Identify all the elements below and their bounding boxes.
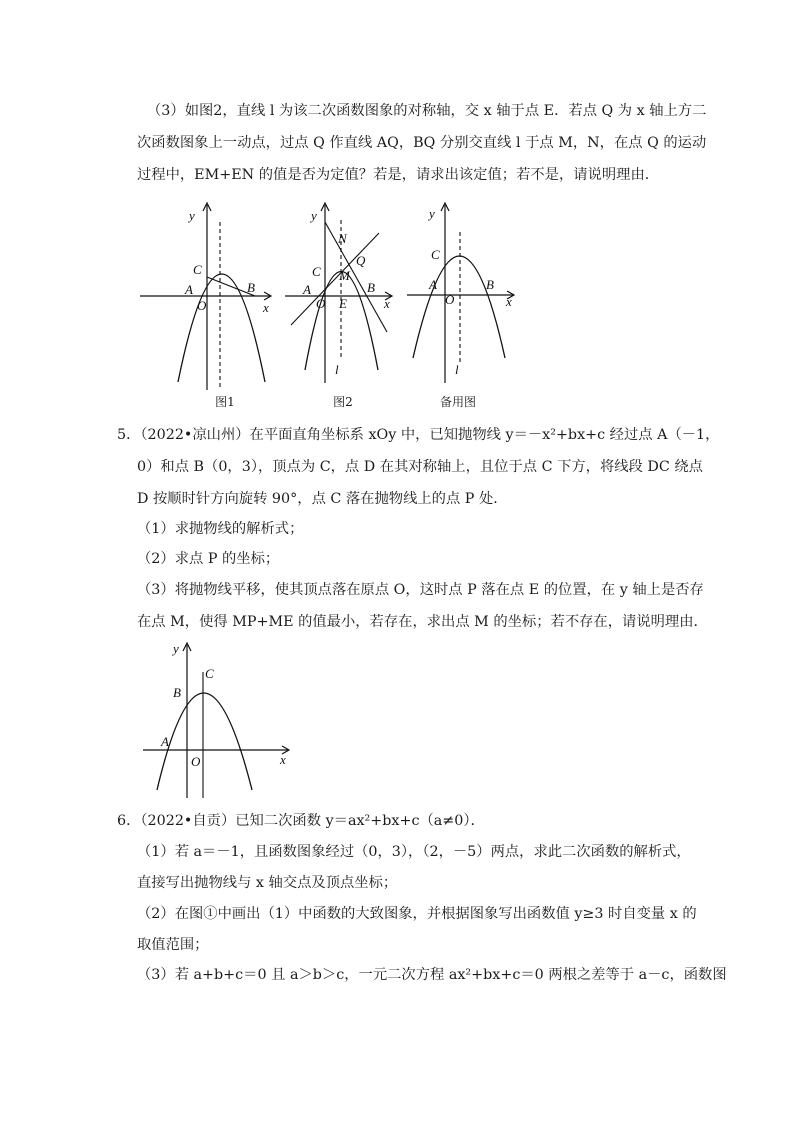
fig3-label-a: A (429, 277, 437, 292)
fig1-label-x: x (263, 300, 269, 315)
fig1-label-c: C (193, 262, 202, 277)
q5-part2: （2）求点 P 的坐标； (137, 551, 280, 567)
figure-q5 (140, 640, 300, 800)
fig2-label-l: l (335, 362, 339, 377)
q5-part1: （1）求抛物线的解析式； (137, 521, 304, 537)
q6-part1-line-2: 直接写出抛物线与 x 轴交点及顶点坐标； (137, 875, 398, 891)
fig1-label-y: y (189, 208, 195, 223)
figure-backup (405, 200, 525, 385)
fig2-label-c: C (312, 264, 321, 279)
fig4-label-x: x (280, 752, 286, 767)
q6-line-1: 6．（2022•自贡）已知二次函数 y＝ax²+bx+c（a≠0）． (117, 813, 485, 829)
fig3-caption: 备用图 (439, 395, 476, 409)
fig3-label-y: y (429, 206, 435, 221)
fig4-label-b: B (173, 685, 181, 700)
fig4-parabola (157, 693, 252, 790)
fig2-label-m: M (339, 268, 350, 283)
fig3-label-c: C (431, 247, 440, 262)
fig3-label-x: x (506, 294, 512, 309)
fig2-label-n: N (338, 231, 347, 246)
fig2-line-bq (325, 222, 387, 332)
q6-part1-line-1: （1）若 a＝－1，且函数图象经过（0，3），（2，－5）两点，求此二次函数的解析式， (137, 844, 691, 860)
fig2-label-b: B (367, 280, 375, 295)
fig3-label-l: l (455, 362, 459, 377)
fig2-label-x: x (384, 296, 390, 311)
fig3-parabola (413, 256, 505, 358)
figure-2 (283, 200, 398, 385)
fig2-label-y: y (311, 208, 317, 223)
fig1-label-b: B (247, 280, 255, 295)
fig4-label-y: y (173, 641, 179, 656)
q5-part3-line-1: （3）将抛物线平移，使其顶点落在原点 O，这时点 P 落在点 E 的位置，在 y 轴上是否存 (137, 582, 704, 598)
q5-line-2: 0）和点 B（0，3），顶点为 C，点 D 在其对称轴上，且位于点 C 下方，将线段 DC 绕点 (137, 459, 703, 475)
fig1-label-a: A (185, 282, 193, 297)
q6-part2-line-1: （2）在图①中画出（1）中函数的大致图象，并根据图象写出函数值 y≥3 时自变量 x 的 (137, 906, 697, 922)
fig3-label-o: O (445, 292, 455, 307)
fig2-line-aq (291, 233, 379, 325)
fig2-label-a: A (303, 282, 311, 297)
q5-line-1: 5．（2022•凉山州）在平面直角坐标系 xOy 中，已知抛物线 y＝－x²+bx+c 经过点 A（－1， (117, 427, 720, 443)
fig1-label-o: O (197, 298, 207, 313)
fig2-label-o: O (316, 296, 326, 311)
fig4-label-a: A (161, 734, 169, 749)
fig3-label-b: B (486, 277, 494, 292)
fig2-label-q: Q (356, 253, 366, 268)
q6-part2-line-2: 取值范围； (137, 937, 209, 953)
fig2-caption: 图2 (333, 395, 353, 409)
figure-1 (135, 200, 280, 390)
fig1-caption: 图1 (215, 395, 235, 409)
q6-part3-line-1: （3）若 a+b+c＝0 且 a＞b＞c，一元二次方程 ax²+bx+c＝0 两根之差等于 a－c，函数图 (137, 967, 727, 983)
q5-line-3: D 按顺时针方向旋转 90°，点 C 落在抛物线上的点 P 处． (137, 491, 508, 507)
fig4-label-o: O (191, 754, 201, 769)
fig2-label-e: E (339, 296, 347, 311)
q5-part3-line-2: 在点 M，使得 MP+ME 的值最小，若存在，求出点 M 的坐标；若不存在，请说明理由． (137, 614, 708, 630)
q4-part3-line-3: 过程中，EM+EN 的值是否为定值？若是，请求出该定值；若不是，请说明理由． (137, 167, 660, 183)
fig4-label-c: C (205, 666, 214, 681)
q4-part3-line-2: 次函数图象上一动点，过点 Q 作直线 AQ，BQ 分别交直线 l 于点 M，N，在点 Q 的运动 (137, 135, 707, 151)
q4-part3-line-1: （3）如图2，直线 l 为该二次函数图象的对称轴，交 x 轴于点 E．若点 Q 为 x 轴上方二 (147, 103, 707, 119)
